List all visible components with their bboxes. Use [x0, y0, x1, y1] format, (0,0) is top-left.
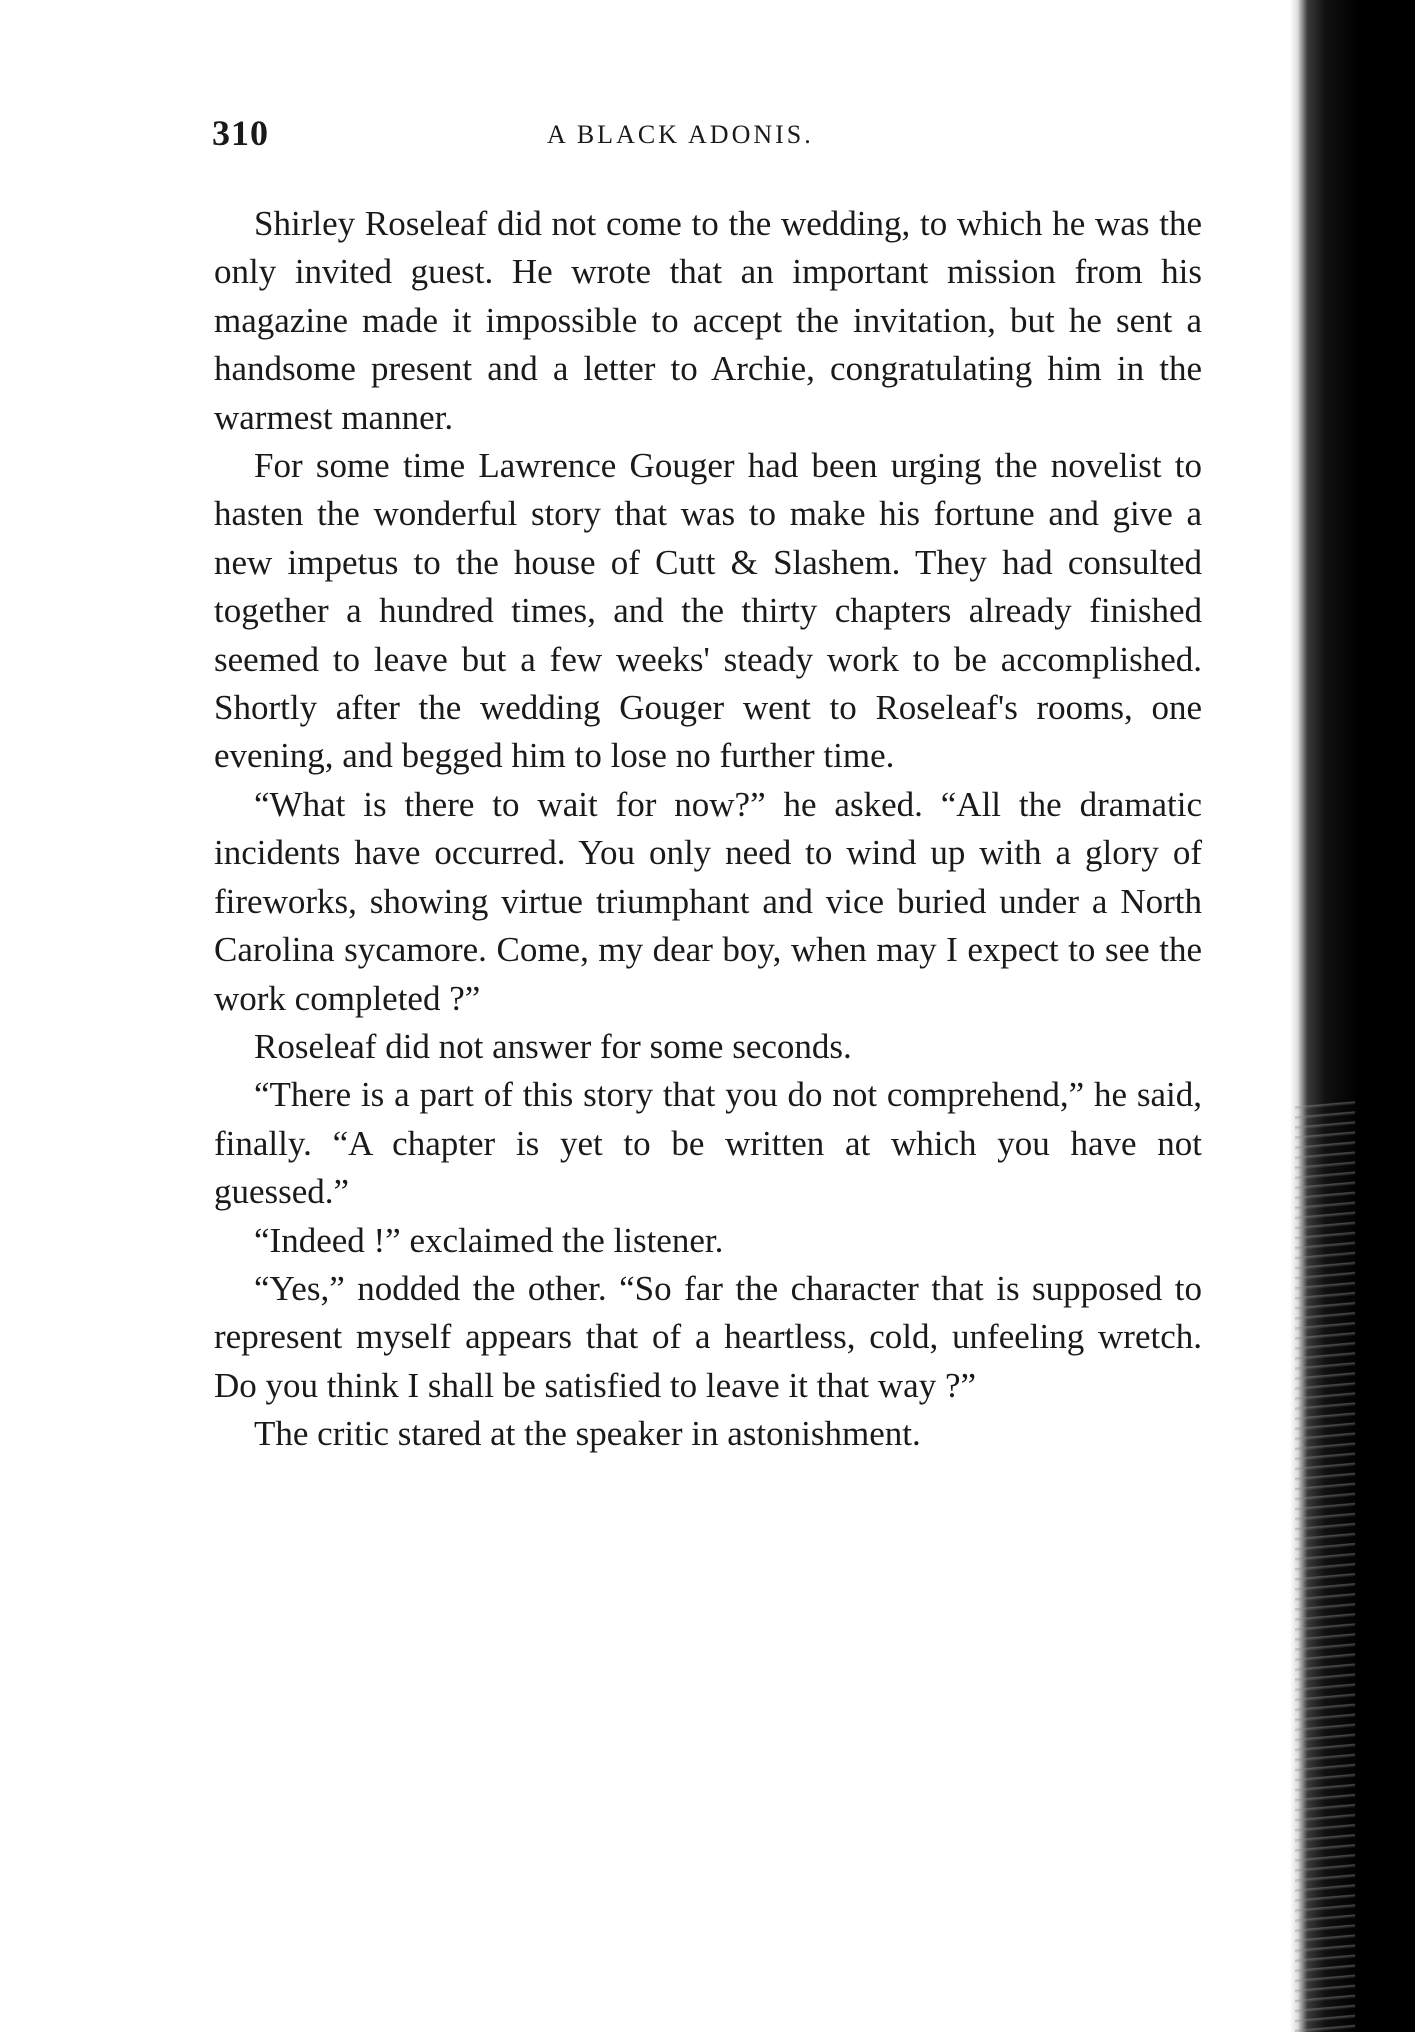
- page-number: 310: [212, 113, 269, 153]
- paragraph: Shirley Roseleaf did not come to the wedding, to which he was the only invited guest. He wrote that an important mission from his magazine made it impossible to accept the invitation, but he sent a handsome present and a letter to Archie, congratulating him in the warmest manner.: [214, 204, 1202, 437]
- running-title: A BLACK ADONIS.: [547, 120, 814, 149]
- paragraph: Roseleaf did not answer for some seconds.: [254, 1026, 852, 1066]
- page-edge-texture: [1295, 1100, 1355, 2032]
- page-header: [212, 112, 1212, 162]
- paragraph: “What is there to wait for now?” he asked. “All the dramatic incidents have occurred. You only need to wind up with a glory of fireworks, showing virtue triumphant and vice buried under a North Carolina sycamore. Come, my dear boy, when may I expect to see the work completed ?”: [214, 784, 1202, 1018]
- paragraph: “Indeed !” exclaimed the listener.: [254, 1220, 724, 1260]
- paragraph: For some time Lawrence Gouger had been urging the novelist to hasten the wonderful story that was to make his fortune and give a new impetus to the house of Cutt & Slashem. They had consulted together a hundred times, and the thirty chapters already finished seemed to leave but a few weeks' steady work to be accomplished. Shortly after the wedding Gouger went to Roseleaf's rooms, one evening, and begged him to lose no further time.: [214, 446, 1202, 776]
- paragraph: “Yes,” nodded the other. “So far the character that is supposed to represent myself appears that of a heartless, cold, unfeeling wretch. Do you think I shall be satisfied to leave it that way ?”: [214, 1268, 1202, 1405]
- paragraph: The critic stared at the speaker in astonishment.: [254, 1414, 921, 1454]
- paragraph: “There is a part of this story that you do not comprehend,” he said, finally. “A chapter is yet to be written at which you have not guessed.”: [214, 1075, 1202, 1212]
- body-text: [214, 200, 1202, 1459]
